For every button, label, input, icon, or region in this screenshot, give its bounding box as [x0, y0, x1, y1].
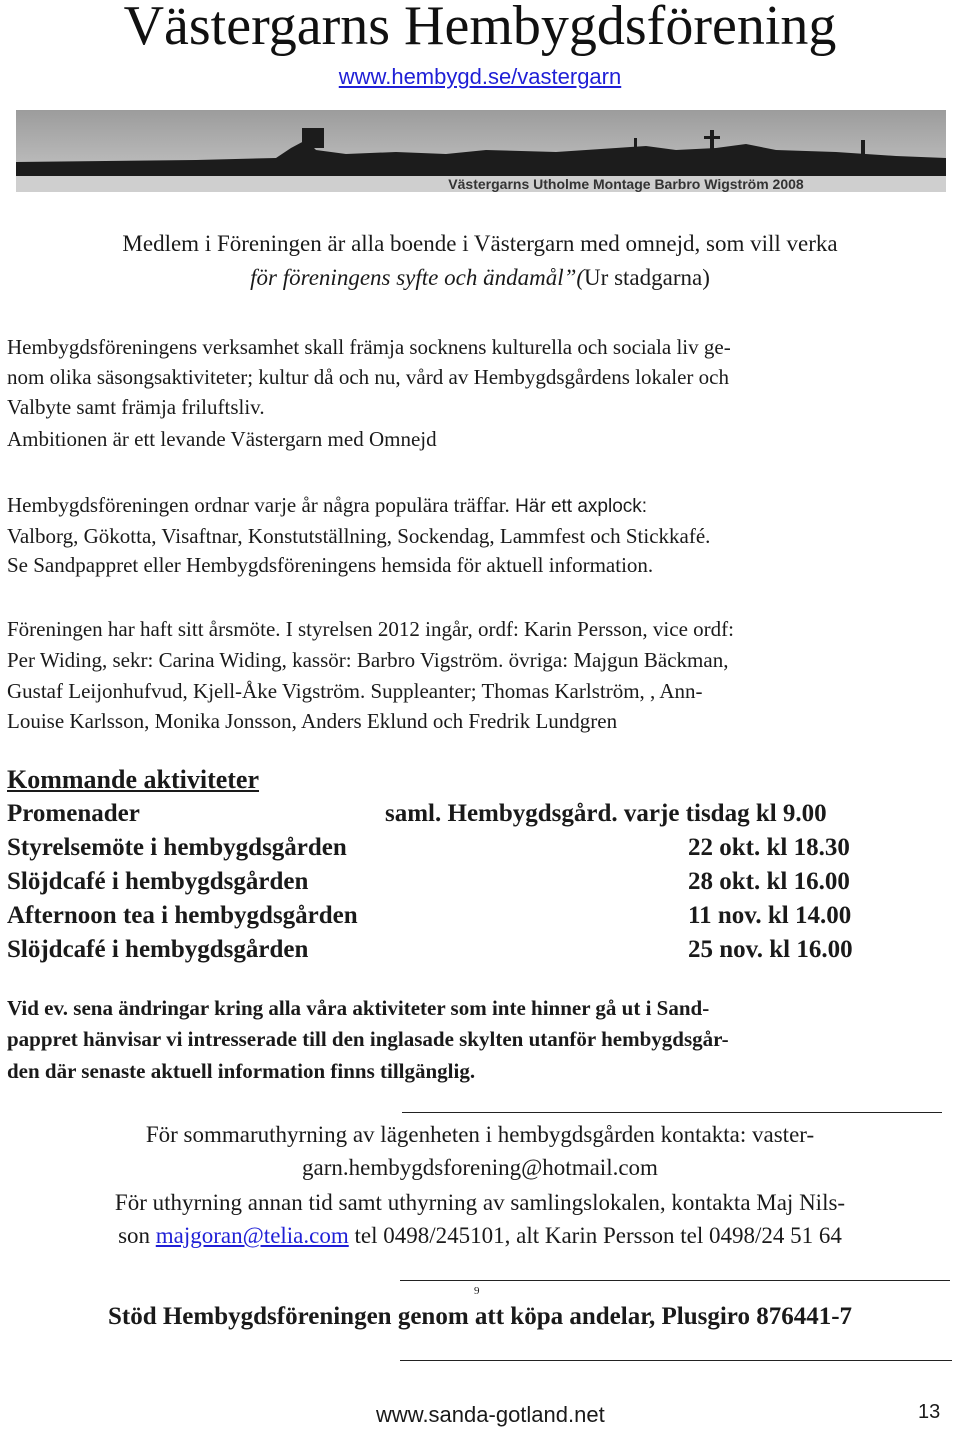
association-url-link[interactable]: www.hembygd.se/vastergarn: [338, 64, 622, 89]
rental-contact-name: son: [118, 1223, 151, 1248]
rental-line-1: För sommaruthyrning av lägenheten i hembygdsgården kontakta: vaster-: [145, 1122, 815, 1147]
activity-row: [7, 933, 952, 967]
notice-line-2: pappret hänvisar vi intresserade till den inglasade skylten utanför hembygdsgår-: [7, 1027, 729, 1051]
activity-name: Afternoon tea i hembygdsgården: [7, 902, 358, 929]
notice-line-3: den där senaste aktuell information finns tillgänglig.: [7, 1059, 476, 1083]
events-list-line: Valborg, Gökotta, Visaftnar, Konstutställning, Sockendag, Lammfest och Stickkafé.: [7, 524, 711, 548]
rental-phone-text: tel 0498/245101, alt Karin Persson tel 0498/24 51 64: [354, 1223, 842, 1248]
banner-caption: Västergarns Utholme Montage Barbro Wigström 2008: [448, 176, 804, 192]
activity-name: Slöjdcafé i hembygdsgården: [7, 936, 309, 963]
purpose-line-2: nom olika säsongsaktiviteter; kultur då och nu, vård av Hembygdsgårdens lokaler och: [7, 365, 729, 389]
divider-bottom: [400, 1360, 952, 1361]
divider-top: [402, 1112, 942, 1113]
events-sample-label: Här ett axplock:: [515, 496, 648, 517]
events-intro-text: Hembygdsföreningen ordnar varje år några populära träffar.: [7, 493, 510, 517]
activity-row: [7, 797, 952, 831]
landscape-banner-image: [16, 110, 946, 192]
activity-row: [7, 899, 952, 933]
board-line-3: Gustaf Leijonhufvud, Kjell-Åke Vigström. Suppleanter; Thomas Karlström, , Ann-: [7, 679, 703, 703]
activity-time: 22 okt. kl 18.30: [688, 834, 850, 861]
events-info-line: Se Sandpappret eller Hembygdsföreningens hemsida för aktuell information.: [7, 553, 654, 577]
page-title: Västergarns Hembygdsförening: [123, 0, 837, 57]
activity-time: saml. Hembygdsgård. varje tisdag kl 9.00: [385, 800, 827, 827]
notice-line-1: Vid ev. sena ändringar kring alla våra aktiviteter som inte hinner gå ut i Sand-: [7, 996, 710, 1020]
intro-quote-source: Ur stadgarna): [584, 265, 710, 290]
purpose-line-1: Hembygdsföreningens verksamhet skall främja socknens kulturella och sociala liv ge-: [7, 335, 731, 359]
board-line-2: Per Widing, sekr: Carina Widing, kassör: Barbro Vigström. övriga: Majgun Bäckman,: [7, 648, 729, 672]
rental-line-3: För uthyrning annan tid samt uthyrning av samlingslokalen, kontakta Maj Nils-: [114, 1190, 846, 1215]
activity-row: [7, 865, 952, 899]
divider-middle: [400, 1280, 950, 1281]
board-line-1: Föreningen har haft sitt årsmöte. I styrelsen 2012 ingår, ordf: Karin Persson, vice ordf:: [7, 617, 734, 641]
page-number: 13: [918, 1401, 941, 1423]
rental-email-line: garn.hembygdsforening@hotmail.com: [302, 1155, 658, 1180]
activity-row: [7, 831, 952, 865]
footnote-mark: 9: [474, 1285, 480, 1297]
board-line-4: Louise Karlsson, Monika Jonsson, Anders Eklund och Fredrik Lundgren: [7, 709, 618, 733]
activity-time: 25 nov. kl 16.00: [688, 936, 853, 963]
intro-quote-italic: för föreningens syfte och ändamål”(: [250, 265, 585, 290]
ambition-line: Ambitionen är ett levande Västergarn med Omnejd: [7, 427, 437, 451]
activity-name: Promenader: [7, 800, 140, 827]
activity-name: Styrelsemöte i hembygdsgården: [7, 834, 347, 861]
activity-name: Slöjdcafé i hembygdsgården: [7, 868, 309, 895]
rental-line-4: [0, 1220, 960, 1252]
support-text: Stöd Hembygdsföreningen genom att köpa andelar, Plusgiro 876441-7: [107, 1303, 853, 1330]
footer-website: www.sanda-gotland.net: [376, 1402, 605, 1427]
purpose-line-3: Valbyte samt främja friluftsliv.: [7, 395, 265, 419]
activities-heading: Kommande aktiviteter: [7, 765, 260, 794]
events-intro-line: [7, 490, 952, 522]
intro-line-1: Medlem i Föreningen är alla boende i Västergarn med omnejd, som vill verka: [122, 231, 838, 256]
intro-line-2: [0, 262, 960, 294]
contact-email-link[interactable]: majgoran@telia.com: [155, 1223, 349, 1248]
activity-time: 28 okt. kl 16.00: [688, 868, 850, 895]
activity-time: 11 nov. kl 14.00: [688, 902, 852, 929]
